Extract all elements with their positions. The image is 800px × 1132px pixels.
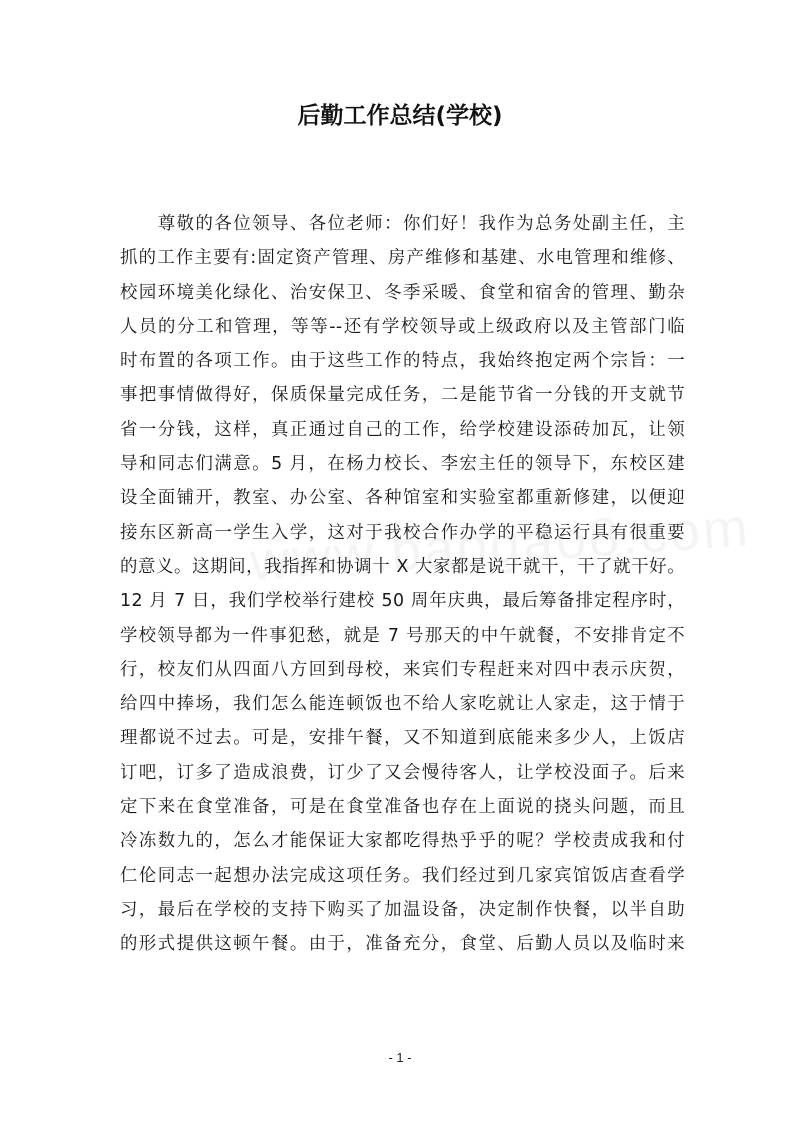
text-line: 校园环境美化绿化、治安保卫、冬季采暖、食堂和宿舍的管理、勤杂 bbox=[120, 282, 685, 303]
text-line: 导和同志们满意。5 月，在杨力校长、李宏主任的领导下，东校区建 bbox=[120, 454, 685, 475]
text-line: 行，校友们从四面八方回到母校，来宾们专程赶来对四中表示庆贺， bbox=[120, 659, 685, 680]
text-line: 人员的分工和管理，等等--还有学校领导或上级政府以及主管部门临 bbox=[120, 316, 685, 337]
text-line: 的形式提供这顿午餐。由于，准备充分，食堂、后勤人员以及临时来 bbox=[120, 934, 685, 955]
page-number: - 1 - bbox=[388, 1050, 412, 1065]
text-line: 省一分钱，这样，真正通过自己的工作，给学校建设添砖加瓦，让领 bbox=[120, 419, 685, 440]
text-line: 事把事情做得好，保质保量完成任务，二是能节省一分钱的开支就节 bbox=[120, 385, 685, 406]
text-line: 给四中捧场，我们怎么能连顿饭也不给人家吃就让人家走，这于情于 bbox=[120, 694, 685, 715]
text-line: 12 月 7 日，我们学校举行建校 50 周年庆典，最后筹备排定程序时， bbox=[120, 591, 685, 612]
text-line: 尊敬的各位领导、各位老师：你们好！我作为总务处副主任，主 bbox=[120, 214, 685, 234]
text-line: 接东区新高一学生入学，这对于我校合作办学的平稳运行具有很重要 bbox=[120, 522, 685, 543]
document-title: 后勤工作总结(学校) bbox=[297, 103, 503, 129]
text-line: 定下来在食堂准备，可是在食堂准备也存在上面说的挠头问题，而且 bbox=[120, 797, 685, 818]
text-line: 理都说不过去。可是，安排午餐，又不知道到底能来多少人，上饭店 bbox=[120, 728, 685, 749]
text-line: 冷冻数九的，怎么才能保证大家都吃得热乎乎的呢？学校责成我和付 bbox=[120, 831, 685, 852]
text-line: 习，最后在学校的支持下购买了加温设备，决定制作快餐，以半自助 bbox=[120, 899, 685, 920]
text-line: 订吧，订多了造成浪费，订少了又会慢待客人，让学校没面子。后来 bbox=[120, 762, 685, 783]
text-line: 抓的工作主要有:固定资产管理、房产维修和基建、水电管理和维修、 bbox=[120, 248, 685, 269]
text-line: 仁伦同志一起想办法完成这项任务。我们经过到几家宾馆饭店查看学 bbox=[120, 865, 685, 886]
text-line: 时布置的各项工作。由于这些工作的特点，我始终抱定两个宗旨：一 bbox=[120, 351, 685, 372]
text-line: 的意义。这期间，我指挥和协调十 X 大家都是说干就干，干了就干好。 bbox=[120, 556, 685, 577]
text-line: 设全面铺开，教室、办公室、各种馆室和实验室都重新修建，以便迎 bbox=[120, 488, 685, 509]
text-line: 学校领导都为一件事犯愁，就是 7 号那天的中午就餐，不安排肯定不 bbox=[120, 625, 685, 646]
body-paragraph bbox=[120, 207, 685, 962]
